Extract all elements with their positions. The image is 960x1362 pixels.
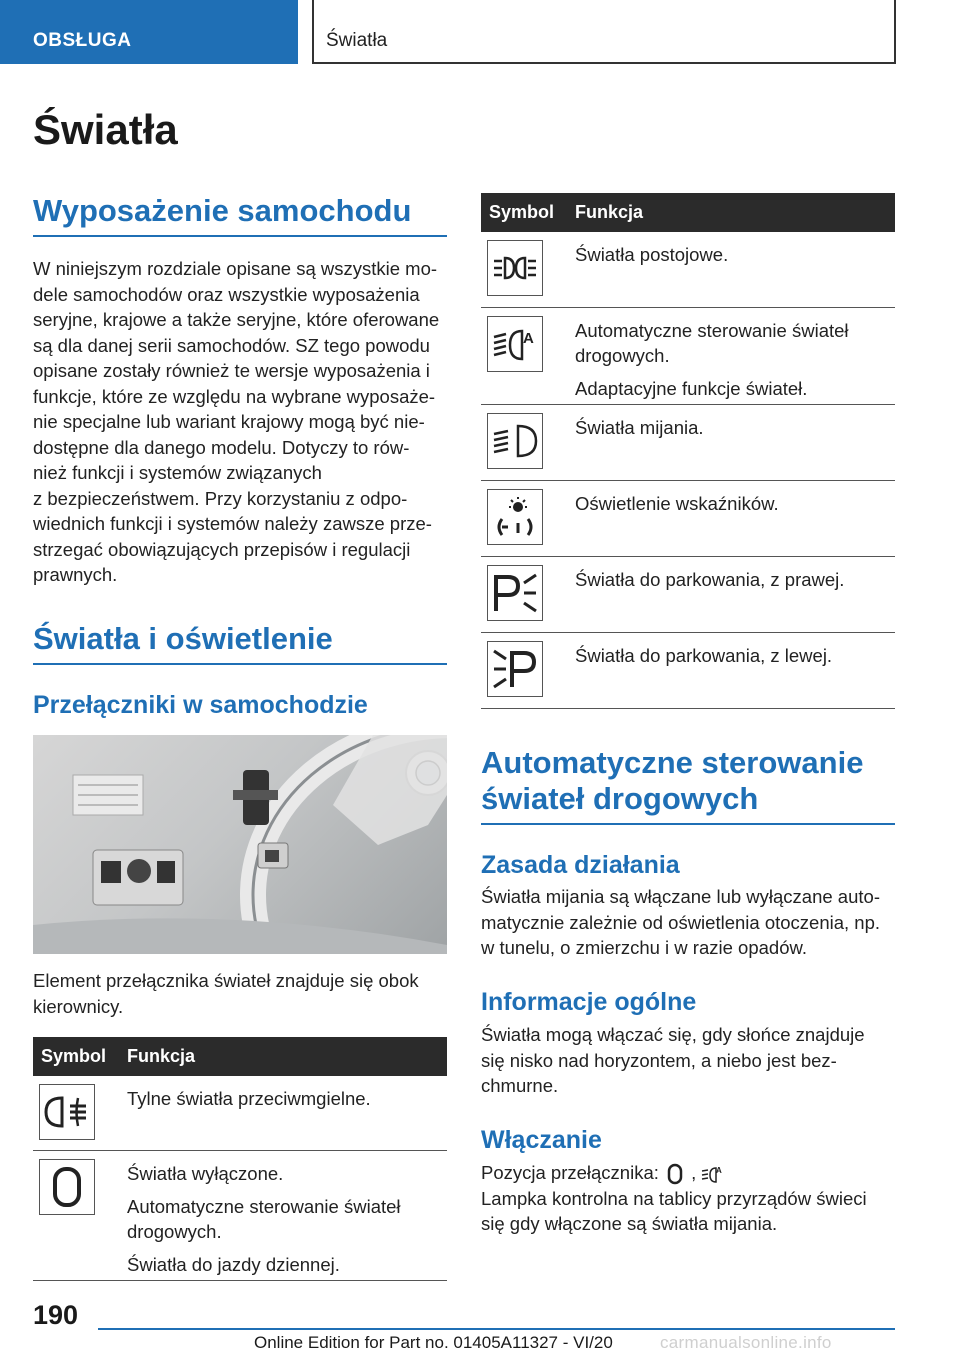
- text-line: się nisko nad horyzontem, a niebo jest bez-: [481, 1049, 837, 1071]
- table-row: [481, 557, 895, 633]
- function-text: Tylne światła przeciwmgielne.: [127, 1088, 371, 1109]
- table-row: [481, 232, 895, 308]
- header-function: Funkcja: [575, 202, 644, 222]
- low-beam-icon: [487, 413, 543, 469]
- text-line: chmurne.: [481, 1075, 559, 1096]
- header-symbol: Symbol: [489, 202, 555, 222]
- text-line: z bezpieczeństwem. Przy korzystaniu z odpo-: [33, 487, 408, 509]
- switch-position-line: [481, 1160, 895, 1186]
- text-line: dostępne dla danego modelu. Dotyczy to rów-: [33, 436, 410, 458]
- watermark: carmanualsonline.info: [660, 1333, 832, 1352]
- dashboard-switch-photo: [33, 735, 447, 954]
- text-line: Lampka kontrolna na tablicy przyrządów świeci: [481, 1187, 867, 1209]
- parking-right-icon: [487, 565, 543, 621]
- heading-auto-high-beam: [481, 745, 895, 825]
- chapter-label: Światła: [326, 30, 388, 51]
- function-text: Automatyczne sterowanie świateł drogowych.: [127, 1196, 401, 1242]
- parking-left-icon: [487, 641, 543, 697]
- function-text: Oświetlenie wskaźników.: [575, 493, 779, 514]
- heading-switches: Przełączniki w samochodzie: [33, 691, 368, 719]
- section-label: OBSŁUGA: [33, 30, 132, 51]
- edition-text: Online Edition for Part no. 01405A11327 - VI/20: [254, 1333, 613, 1352]
- function-text: Światła mijania.: [575, 417, 704, 438]
- footer-rule: [98, 1328, 895, 1330]
- text-line: opisane zostały również te wersje wyposażenia i: [33, 360, 430, 381]
- heading-switching: Włączanie: [481, 1126, 602, 1154]
- text-line: nie specjalne lub wariant krajowy mogą być nie-: [33, 411, 425, 432]
- text-line: Światła mijania są włączane lub wyłączane auto-: [481, 886, 880, 907]
- function-text: Światła do jazdy dziennej.: [127, 1254, 340, 1275]
- text-line: kierownicy.: [33, 995, 124, 1017]
- text-line: są dla danej serii samochodów. SZ tego powodu: [33, 334, 430, 356]
- table-row: [33, 1076, 447, 1151]
- svg-text:A: A: [523, 330, 534, 347]
- text-line: Światła mogą włączać się, gdy słońce znajduje: [481, 1024, 865, 1045]
- heading-equipment: Wyposażenie samochodu: [33, 193, 447, 237]
- auto-headlight-icon: [487, 316, 543, 372]
- equipment-paragraph: [33, 256, 447, 588]
- function-text: Światła postojowe.: [575, 244, 729, 265]
- heading-line: Automatyczne sterowanie: [481, 745, 864, 780]
- text-line: wiednich funkcji i systemów należy zawsze prze-: [33, 513, 432, 534]
- switching-paragraph: [481, 1160, 895, 1237]
- parking-lights-icon: [487, 240, 543, 296]
- table-row: [481, 405, 895, 481]
- lights-off-zero-icon: [664, 1163, 686, 1185]
- page-number: 190: [33, 1300, 79, 1330]
- text-line: seryjne, krajowe a także seryjne, które oferowane: [33, 309, 440, 330]
- table-row: [33, 1151, 447, 1281]
- table-header: [33, 1037, 447, 1076]
- auto-headlight-icon: [701, 1163, 723, 1185]
- table-header: [481, 193, 895, 232]
- lights-off-zero-icon: [39, 1159, 95, 1215]
- text-line: się gdy włączone są światła mijania.: [481, 1213, 778, 1234]
- instrument-lighting-icon: [487, 489, 543, 545]
- section-tab: [0, 0, 298, 64]
- page-title: Światła: [33, 106, 178, 153]
- principle-paragraph: [481, 884, 895, 961]
- chapter-header: [312, 0, 896, 64]
- right-symbol-table: [481, 193, 895, 709]
- switch-caption: [33, 968, 447, 1019]
- table-row: [481, 481, 895, 557]
- heading-principle: Zasada działania: [481, 851, 680, 879]
- header-function: Funkcja: [127, 1046, 196, 1066]
- heading-lights: Światła i oświetlenie: [33, 621, 447, 665]
- heading-general: Informacje ogólne: [481, 988, 697, 1016]
- text-line: prawnych.: [33, 564, 118, 585]
- function-text: Światła do parkowania, z lewej.: [575, 645, 833, 666]
- switch-position-label: Pozycja przełącznika:: [481, 1162, 659, 1183]
- table-row: [481, 308, 895, 405]
- text-line: w tunelu, o zmierzchu i w razie opadów.: [481, 937, 807, 958]
- text-line: matycznie zależnie od oświetlenia otoczenia, np.: [481, 911, 881, 933]
- text-line: funkcje, które ze względu na wybrane wyposaże-: [33, 385, 436, 407]
- text-line: strzegać obowiązujących przepisów i regulacji: [33, 538, 411, 560]
- header-symbol: Symbol: [41, 1046, 107, 1066]
- rear-fog-light-icon: [39, 1084, 95, 1140]
- general-paragraph: [481, 1022, 895, 1099]
- text-line: Element przełącznika świateł znajduje się obok: [33, 970, 419, 991]
- table-row: [481, 633, 895, 709]
- function-text: Automatyczne sterowanie świateł drogowych.: [575, 320, 849, 366]
- function-text: Światła do parkowania, z prawej.: [575, 569, 845, 590]
- function-text: Światła wyłączone.: [127, 1163, 284, 1184]
- text-line: nież funkcji i systemów związanych: [33, 462, 322, 483]
- function-text: Adaptacyjne funkcje świateł.: [575, 378, 808, 399]
- separator: ,: [691, 1162, 697, 1183]
- left-symbol-table: [33, 1037, 447, 1281]
- svg-text:A: A: [716, 1166, 723, 1176]
- heading-line: świateł drogowych: [481, 781, 759, 816]
- text-line: dele samochodów oraz wszystkie wyposażenia: [33, 283, 420, 305]
- text-line: W niniejszym rozdziale opisane są wszystkie mo-: [33, 258, 438, 279]
